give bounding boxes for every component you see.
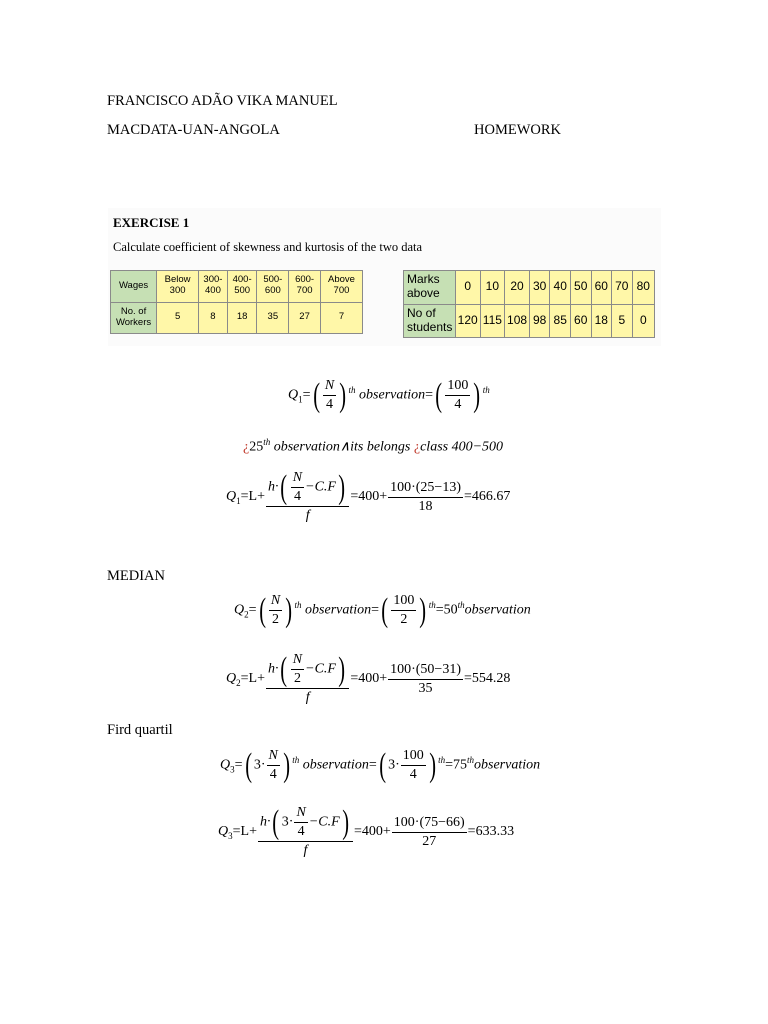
table-cell: 18	[227, 302, 257, 334]
inverted-question-mark: ¿	[243, 439, 250, 455]
formula-operator: =L+	[240, 489, 265, 505]
superscript: th	[482, 385, 490, 396]
fraction-denominator: 4	[454, 397, 462, 412]
fraction-denominator: 4	[326, 397, 334, 412]
table-cell: 27	[289, 302, 321, 334]
formula-term: 3·	[388, 757, 400, 773]
inverted-question-mark: ¿	[413, 439, 421, 455]
formula-term: h·	[259, 814, 271, 830]
q1-calculation: $Q_1=L+$ h·( $\frac{N}{4}$ −C.F) f =400+ $\frac{100\cdot(25-13)}{18}$ =466.67	[226, 468, 511, 523]
table-cell: 500-600	[257, 271, 289, 303]
exercise-description: Calculate coefficient of skewness and kurtosis of the two data	[113, 240, 423, 254]
fraction-denominator: 4	[297, 824, 305, 839]
fraction-denominator: 27	[422, 833, 437, 849]
table-cell: 10	[480, 271, 505, 305]
q1-note	[243, 437, 503, 456]
q1-symbol: Q	[288, 387, 299, 403]
fraction-denominator: f	[305, 508, 310, 523]
note-number: 25	[249, 439, 264, 455]
table-cell: 0	[455, 271, 480, 305]
formula-operator: =L+	[232, 824, 257, 840]
author-name: FRANCISCO ADÃO VIKA MANUEL	[107, 93, 338, 109]
formula-term: −C.F	[305, 661, 336, 677]
fraction-denominator: 35	[418, 680, 433, 696]
formula-term: −C.F	[305, 479, 336, 495]
q1-subscript: 1	[236, 496, 241, 507]
superscript: th	[294, 600, 302, 611]
fraction-numerator: N	[267, 748, 280, 766]
table-header-cell: No of students	[404, 304, 456, 338]
formula-result: =75	[445, 757, 467, 773]
table-cell: 70	[612, 271, 633, 305]
formula-term: h·	[267, 479, 279, 495]
table-cell: 30	[529, 271, 550, 305]
superscript: th	[348, 385, 356, 396]
q2-calculation: $Q_2=L+$ h·( $\frac{N}{2}$ −C.F) f =400+ $\frac{100\cdot(50-31)}{35}$ =554.28	[226, 650, 511, 705]
table-cell: 108	[505, 304, 530, 338]
observation-word: observation	[302, 757, 369, 773]
table-cell: 8	[199, 302, 228, 334]
table-row	[111, 302, 363, 334]
superscript: th	[292, 755, 300, 766]
q2-observation-formula: $Q_2=$( $\frac{N}{2}$ ) $^{th}$ observation=( $\frac{100}{2}$ ) $^{th}$=50thobservation	[234, 591, 531, 629]
fraction-numerator: 100·(75−66)	[392, 815, 467, 833]
fraction-denominator: 2	[272, 612, 280, 627]
fraction-numerator: N	[323, 378, 336, 396]
table-cell: 40	[550, 271, 571, 305]
table-cell: 5	[612, 304, 633, 338]
fraction-numerator: 100·(25−13)	[388, 480, 463, 498]
affiliation: MACDATA-UAN-ANGOLA	[107, 122, 280, 138]
fraction-numerator: N	[291, 652, 304, 670]
formula-result: =554.28	[464, 671, 511, 687]
q2-subscript: 2	[236, 678, 241, 689]
table-cell: 18	[591, 304, 612, 338]
fraction-denominator: f	[305, 690, 310, 705]
formula-term: −C.F	[308, 814, 340, 830]
q3-subscript: 3	[230, 764, 235, 775]
fraction-denominator: 18	[418, 498, 433, 514]
q1-subscript: 1	[298, 394, 303, 405]
table-row	[111, 271, 363, 303]
formula-operator: =400+	[353, 824, 391, 840]
q1-symbol: Q	[226, 489, 237, 505]
superscript: th	[438, 755, 446, 766]
fraction-numerator: 100	[445, 378, 470, 396]
fraction-numerator: 100	[401, 748, 426, 766]
observation-word: observation	[474, 757, 541, 773]
table-cell: Above 700	[320, 271, 362, 303]
formula-result: =466.67	[464, 489, 511, 505]
table-cell: 50	[570, 271, 591, 305]
fraction-denominator: 2	[293, 671, 301, 686]
formula-result: =633.33	[467, 824, 515, 840]
marks-table	[403, 270, 655, 338]
fraction-denominator: 4	[269, 767, 277, 782]
third-quartile-heading: Fird quartil	[107, 722, 173, 738]
table-cell: Below 300	[157, 271, 199, 303]
fraction-numerator: N	[269, 593, 282, 611]
table-cell: 115	[480, 304, 505, 338]
q3-subscript: 3	[228, 831, 233, 842]
homework-label: HOMEWORK	[474, 122, 561, 138]
q2-symbol: Q	[226, 671, 237, 687]
table-cell: 98	[529, 304, 550, 338]
table-cell: 400-500	[227, 271, 257, 303]
note-text: class 400−500	[420, 439, 504, 455]
observation-word: observation	[464, 602, 531, 618]
formula-operator: =400+	[350, 671, 388, 687]
superscript: th	[428, 600, 436, 611]
table-cell: 7	[320, 302, 362, 334]
table-header-cell: Marks above	[404, 271, 456, 305]
table-cell: 60	[591, 271, 612, 305]
table-cell: 120	[455, 304, 480, 338]
table-cell: 80	[632, 271, 654, 305]
superscript: th	[466, 755, 474, 766]
table-cell: 20	[505, 271, 530, 305]
fraction-numerator: 100	[391, 593, 416, 611]
formula-operator: =L+	[240, 671, 265, 687]
exercise-title: EXERCISE 1	[113, 215, 190, 230]
q2-symbol: Q	[234, 602, 245, 618]
superscript: th	[263, 437, 271, 447]
formula-term: h·	[267, 661, 279, 677]
table-header-cell: No. of Workers	[111, 302, 157, 334]
median-heading: MEDIAN	[107, 568, 165, 584]
table-cell: 300-400	[199, 271, 228, 303]
superscript: th	[457, 600, 465, 611]
q3-symbol: Q	[218, 824, 229, 840]
q3-calculation: $Q_3=L+$ h·( 3· $\frac{N}{4}$ −C.F) f =400+ $\frac{100\cdot(75-66)}{27}$ =633.33	[218, 803, 515, 858]
fraction-denominator: 4	[409, 767, 417, 782]
q2-subscript: 2	[244, 609, 249, 620]
table-cell: 60	[570, 304, 591, 338]
fraction-denominator: 4	[293, 489, 301, 504]
fraction-denominator: 2	[400, 612, 408, 627]
formula-result: =50	[435, 602, 458, 618]
table-cell: 35	[257, 302, 289, 334]
table-header-cell: Wages	[111, 271, 157, 303]
q3-observation-formula: $Q_3=$( 3· $\frac{N}{4}$ ) $^{th}$ observation=( 3· $\frac{100}{4}$ ) $^{th}$=75thobservation	[220, 746, 541, 784]
q3-symbol: Q	[220, 757, 231, 773]
formula-term: 3·	[253, 757, 266, 773]
q1-observation-formula: $Q_1=$( $\frac{N}{4}$ ) $^{th}$ observation=( $\frac{100}{4}$ ) $^{th}$	[288, 376, 490, 414]
table-cell: 0	[632, 304, 654, 338]
observation-word: observation	[359, 387, 426, 403]
fraction-numerator: N	[294, 805, 307, 823]
table-cell: 85	[550, 304, 571, 338]
fraction-denominator: f	[303, 843, 308, 858]
table-cell: 5	[157, 302, 199, 334]
table-cell: 600-700	[289, 271, 321, 303]
table-row	[404, 304, 655, 338]
wages-table	[110, 270, 363, 334]
observation-word: observation	[305, 602, 372, 618]
fraction-numerator: N	[291, 470, 304, 488]
formula-term: 3·	[281, 814, 294, 830]
table-row	[404, 271, 655, 305]
fraction-numerator: 100·(50−31)	[388, 662, 463, 680]
formula-operator: =400+	[350, 489, 388, 505]
note-text: observation∧its belongs	[273, 439, 411, 455]
